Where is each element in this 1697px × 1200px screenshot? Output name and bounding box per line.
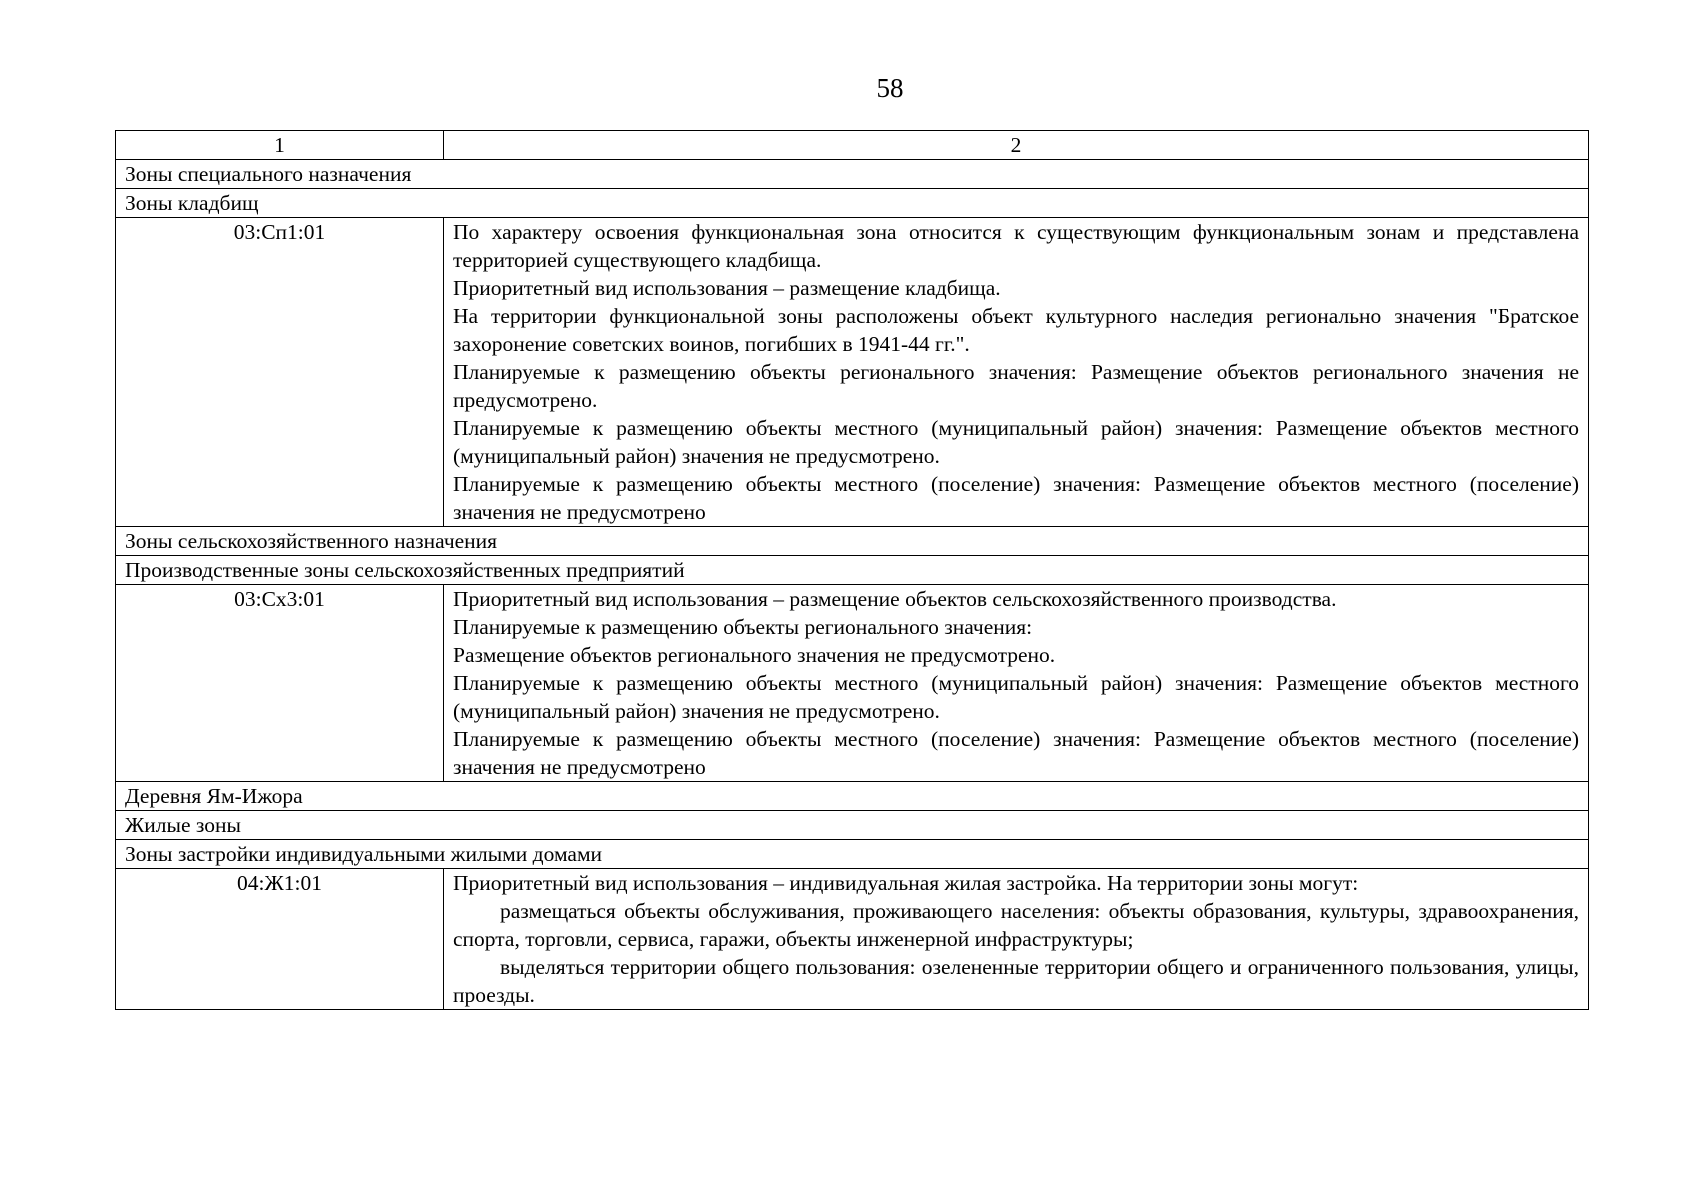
section-title: Производственные зоны сельскохозяйственных предприятий (116, 556, 1589, 585)
description-paragraph: Планируемые к размещению объекты местного (муниципальный район) значения: Размещение объектов местного (муниципальный район) значения не предусмотрено. (453, 671, 1579, 723)
table-body (116, 131, 1589, 1010)
column-header-2: 2 (444, 131, 1589, 160)
description-paragraph: Размещение объектов регионального значения не предусмотрено. (453, 643, 1056, 667)
zone-description (444, 869, 1589, 1010)
description-paragraph: Планируемые к размещению объекты местного (поселение) значения: Размещение объектов местного (поселение) значения не предусмотрено (453, 727, 1579, 779)
section-title: Жилые зоны (116, 811, 1589, 840)
section-row (116, 556, 1589, 585)
section-row (116, 189, 1589, 218)
page-number: 58 (876, 73, 904, 103)
section-row (116, 527, 1589, 556)
zone-entry-row (116, 869, 1589, 1010)
section-title: Зоны застройки индивидуальными жилыми домами (116, 840, 1589, 869)
section-row (116, 840, 1589, 869)
zones-table (115, 130, 1589, 1010)
zone-entry-row (116, 585, 1589, 782)
description-paragraph: Планируемые к размещению объекты местного (поселение) значения: Размещение объектов местного (поселение) значения не предусмотрено (453, 472, 1579, 524)
section-title: Зоны кладбищ (116, 189, 1589, 218)
table-header-row (116, 131, 1589, 160)
column-header-1: 1 (116, 131, 444, 160)
description-paragraph: выделяться территории общего пользования: озелененные территории общего и ограниченного пользования, улицы, проезды. (453, 955, 1579, 1007)
description-paragraph: Приоритетный вид использования – размещение объектов сельскохозяйственного производства. (453, 587, 1337, 611)
zone-description (444, 218, 1589, 527)
description-paragraph: Приоритетный вид использования – размещение кладбища. (453, 276, 1001, 300)
zone-description (444, 585, 1589, 782)
section-row (116, 811, 1589, 840)
zone-code: 04:Ж1:01 (116, 869, 444, 1010)
section-row (116, 160, 1589, 189)
description-paragraph: Планируемые к размещению объекты регионального значения: Размещение объектов регионального значения не предусмотрено. (453, 360, 1579, 412)
description-paragraph: Планируемые к размещению объекты регионального значения: (453, 615, 1033, 639)
section-title: Деревня Ям-Ижора (116, 782, 1589, 811)
zone-code: 03:Сх3:01 (116, 585, 444, 782)
description-paragraph: Планируемые к размещению объекты местного (муниципальный район) значения: Размещение объектов местного (муниципальный район) значения не предусмотрено. (453, 416, 1579, 468)
description-paragraph: размещаться объекты обслуживания, проживающего населения: объекты образования, культуры, здравоохранения, спорта, торговли, сервиса, гаражи, объекты инженерной инфраструктуры; (453, 899, 1579, 951)
zone-entry-row (116, 218, 1589, 527)
zone-code: 03:Сп1:01 (116, 218, 444, 527)
section-row (116, 782, 1589, 811)
description-paragraph: Приоритетный вид использования – индивидуальная жилая застройка. На территории зоны могут: (453, 871, 1359, 895)
section-title: Зоны специального назначения (116, 160, 1589, 189)
description-paragraph: По характеру освоения функциональная зона относится к существующим функциональным зонам и представлена территорией существующего кладбища. (453, 220, 1579, 272)
section-title: Зоны сельскохозяйственного назначения (116, 527, 1589, 556)
description-paragraph: На территории функциональной зоны расположены объект культурного наследия регионально значения "Братское захоронение советских воинов, погибших в 1941-44 гг.". (453, 304, 1579, 356)
